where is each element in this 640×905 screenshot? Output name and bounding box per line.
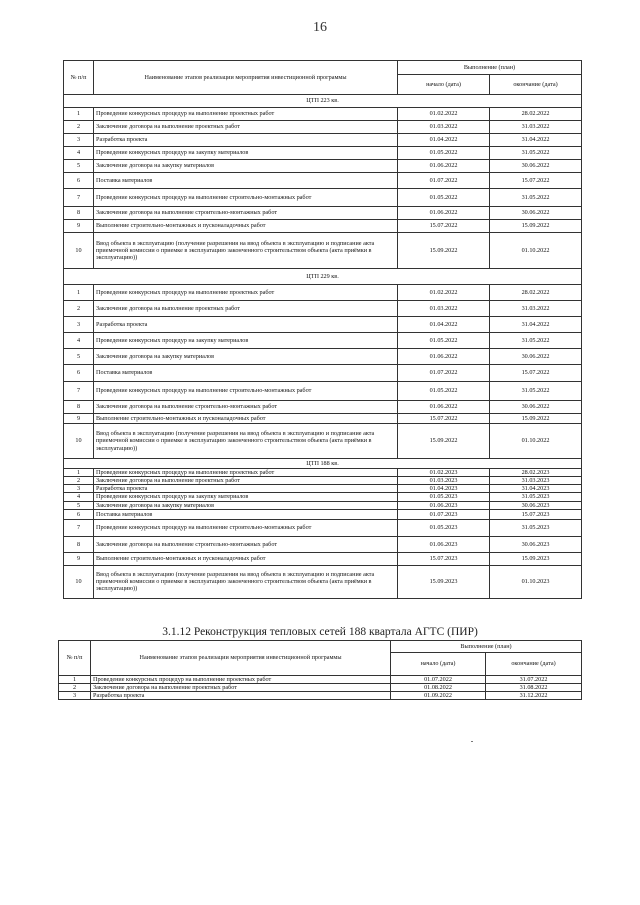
- row-number: 10: [64, 424, 94, 459]
- end-date: 15.07.2022: [490, 365, 582, 382]
- stage-name: Проведение конкурсных процедур на закупку материалов: [94, 147, 398, 160]
- stage-name: Выполнение строительно-монтажных и пусконаладочных работ: [94, 220, 398, 233]
- start-date: 15.09.2022: [398, 424, 490, 459]
- end-date: 30.06.2023: [490, 536, 582, 552]
- start-date: 01.02.2023: [398, 469, 490, 477]
- stage-name: Поставка материалов: [94, 173, 398, 189]
- row-number: 9: [64, 552, 94, 565]
- start-date: 01.04.2022: [398, 134, 490, 147]
- row-number: 10: [64, 233, 94, 269]
- row-number: 4: [64, 333, 94, 349]
- stage-name: Проведение конкурсных процедур на закупку материалов: [94, 493, 398, 501]
- stage-name: Разработка проекта: [91, 692, 391, 700]
- table-row: [64, 509, 582, 519]
- start-date: 15.07.2022: [398, 414, 490, 424]
- start-date: 01.04.2023: [398, 485, 490, 493]
- start-date: 01.07.2022: [398, 365, 490, 382]
- table-row: [64, 147, 582, 160]
- header-end: окончание (дата): [486, 653, 582, 676]
- start-date: 01.06.2022: [398, 349, 490, 365]
- row-number: 6: [64, 173, 94, 189]
- table-row: [64, 382, 582, 401]
- stage-name: Заключение договора на выполнение строительно-монтажных работ: [94, 401, 398, 414]
- table-row: [64, 160, 582, 173]
- start-date: 01.08.2022: [391, 684, 486, 692]
- start-date: 01.07.2023: [398, 509, 490, 519]
- table-row: [64, 173, 582, 189]
- stage-name: Заключение договора на закупку материалов: [94, 501, 398, 509]
- row-number: 8: [64, 207, 94, 220]
- end-date: 30.06.2022: [490, 160, 582, 173]
- end-date: 30.06.2022: [490, 207, 582, 220]
- row-number: 2: [59, 684, 91, 692]
- table-row: [64, 333, 582, 349]
- group-row: [64, 269, 582, 285]
- header-num: № п/п: [64, 61, 94, 95]
- end-date: 31.08.2022: [486, 684, 582, 692]
- header-stage: Наименование этапов реализации мероприятия инвестиционной программы: [91, 641, 391, 676]
- start-date: 15.09.2023: [398, 565, 490, 598]
- end-date: 15.09.2022: [490, 220, 582, 233]
- row-number: 5: [64, 501, 94, 509]
- start-date: 01.05.2022: [398, 382, 490, 401]
- stage-name: Ввод объекта в эксплуатацию (получение разрешения на ввод объекта в эксплуатацию и подписание акта приемочной комиссии о приемке в эксплуатацию законченного строительством объекта (акта приёмки в эксплуатацию)): [94, 565, 398, 598]
- start-date: 01.05.2022: [398, 333, 490, 349]
- start-date: 01.03.2022: [398, 301, 490, 317]
- end-date: 31.05.2022: [490, 333, 582, 349]
- start-date: 01.05.2022: [398, 147, 490, 160]
- header-end: окончание (дата): [490, 75, 582, 95]
- group-row: [64, 459, 582, 469]
- start-date: 01.09.2022: [391, 692, 486, 700]
- table-row: [64, 121, 582, 134]
- row-number: 6: [64, 365, 94, 382]
- start-date: 01.06.2022: [398, 207, 490, 220]
- group-title: ЦТП 188 кв.: [64, 459, 582, 469]
- table-row: [64, 519, 582, 536]
- table-row: [64, 189, 582, 207]
- header-start: начало (дата): [398, 75, 490, 95]
- stage-name: Проведение конкурсных процедур на выполнение проектных работ: [94, 285, 398, 301]
- start-date: 01.06.2022: [398, 401, 490, 414]
- row-number: 1: [64, 469, 94, 477]
- header-row: [59, 641, 582, 653]
- header-execution: Выполнение (план): [391, 641, 582, 653]
- stage-name: Проведение конкурсных процедур на выполнение строительно-монтажных работ: [94, 189, 398, 207]
- start-date: 01.02.2022: [398, 285, 490, 301]
- row-number: 9: [64, 220, 94, 233]
- table-row: [64, 414, 582, 424]
- stage-name: Заключение договора на выполнение проектных работ: [94, 301, 398, 317]
- table-row: [59, 684, 582, 692]
- end-date: 15.07.2023: [490, 509, 582, 519]
- table-row: [64, 349, 582, 365]
- row-number: 7: [64, 519, 94, 536]
- row-number: 4: [64, 147, 94, 160]
- group-row: [64, 95, 582, 108]
- end-date: 31.05.2022: [490, 189, 582, 207]
- start-date: 01.03.2023: [398, 477, 490, 485]
- end-date: 30.06.2022: [490, 349, 582, 365]
- table-row: [64, 108, 582, 121]
- header-stage: Наименование этапов реализации мероприятия инвестиционной программы: [94, 61, 398, 95]
- row-number: 7: [64, 189, 94, 207]
- stage-name: Поставка материалов: [94, 509, 398, 519]
- end-date: 31.04.2022: [490, 317, 582, 333]
- start-date: 15.09.2022: [398, 233, 490, 269]
- stage-name: Заключение договора на выполнение проектных работ: [91, 684, 391, 692]
- start-date: 01.07.2022: [398, 173, 490, 189]
- table-row: [64, 501, 582, 509]
- stage-name: Разработка проекта: [94, 317, 398, 333]
- section-heading: 3.1.12 Реконструкция тепловых сетей 188 квартала АГТС (ПИР): [162, 626, 478, 638]
- start-date: 01.04.2022: [398, 317, 490, 333]
- start-date: 01.06.2023: [398, 536, 490, 552]
- stage-name: Ввод объекта в эксплуатацию (получение разрешения на ввод объекта в эксплуатацию и подписание акта приемочной комиссии о приемке в эксплуатацию законченного строительством объекта (акта приёмки в эксплуатацию)): [94, 424, 398, 459]
- start-date: 01.05.2023: [398, 519, 490, 536]
- end-date: 01.10.2022: [490, 424, 582, 459]
- start-date: 15.07.2023: [398, 552, 490, 565]
- row-number: 5: [64, 160, 94, 173]
- page-number: 16: [313, 20, 327, 35]
- row-number: 6: [64, 509, 94, 519]
- row-number: 8: [64, 536, 94, 552]
- stage-name: Поставка материалов: [94, 365, 398, 382]
- stage-name: Проведение конкурсных процедур на выполнение проектных работ: [94, 108, 398, 121]
- end-date: 30.06.2022: [490, 401, 582, 414]
- start-date: 01.06.2022: [398, 160, 490, 173]
- start-date: 01.05.2023: [398, 493, 490, 501]
- stage-name: Ввод объекта в эксплуатацию (получение разрешения на ввод объекта в эксплуатацию и подписание акта приемочной комиссии о приемке в эксплуатацию законченного строительством объекта (акта приёмки в эксплуатацию)): [94, 233, 398, 269]
- row-number: 3: [64, 317, 94, 333]
- table-row: [64, 424, 582, 459]
- row-number: 2: [64, 301, 94, 317]
- row-number: 2: [64, 477, 94, 485]
- end-date: 31.05.2023: [490, 493, 582, 501]
- start-date: 01.02.2022: [398, 108, 490, 121]
- row-number: 3: [64, 134, 94, 147]
- end-date: 31.04.2023: [490, 485, 582, 493]
- group-title: ЦТП 229 кв.: [64, 269, 582, 285]
- stage-name: Проведение конкурсных процедур на выполнение строительно-монтажных работ: [94, 382, 398, 401]
- end-date: 28.02.2022: [490, 108, 582, 121]
- row-number: 1: [64, 108, 94, 121]
- table-row: [64, 220, 582, 233]
- end-date: 01.10.2023: [490, 565, 582, 598]
- stage-name: Проведение конкурсных процедур на выполнение проектных работ: [91, 676, 391, 684]
- end-date: 31.03.2023: [490, 477, 582, 485]
- end-date: 15.09.2022: [490, 414, 582, 424]
- header-row: [64, 61, 582, 75]
- end-date: 28.02.2022: [490, 285, 582, 301]
- table-row: [64, 207, 582, 220]
- stage-name: Проведение конкурсных процедур на закупку материалов: [94, 333, 398, 349]
- end-date: 31.12.2022: [486, 692, 582, 700]
- stage-name: Заключение договора на закупку материалов: [94, 349, 398, 365]
- table-row: [64, 469, 582, 477]
- table-row: [64, 365, 582, 382]
- row-number: 5: [64, 349, 94, 365]
- table-row: [59, 692, 582, 700]
- table-row: [59, 676, 582, 684]
- end-date: 28.02.2023: [490, 469, 582, 477]
- row-number: 10: [64, 565, 94, 598]
- table-row: [64, 301, 582, 317]
- end-date: 31.05.2022: [490, 382, 582, 401]
- table-row: [64, 485, 582, 493]
- end-date: 31.07.2022: [486, 676, 582, 684]
- end-date: 30.06.2023: [490, 501, 582, 509]
- table-row: [64, 477, 582, 485]
- start-date: 01.03.2022: [398, 121, 490, 134]
- stray-mark: [471, 741, 473, 742]
- stage-name: Выполнение строительно-монтажных и пусконаладочных работ: [94, 552, 398, 565]
- table-row: [64, 285, 582, 301]
- end-date: 31.03.2022: [490, 121, 582, 134]
- pir-schedule-table: [58, 640, 582, 700]
- stage-name: Заключение договора на выполнение проектных работ: [94, 121, 398, 134]
- end-date: 15.07.2022: [490, 173, 582, 189]
- row-number: 8: [64, 401, 94, 414]
- header-num: № п/п: [59, 641, 91, 676]
- row-number: 1: [64, 285, 94, 301]
- start-date: 01.05.2022: [398, 189, 490, 207]
- stage-name: Заключение договора на выполнение проектных работ: [94, 477, 398, 485]
- row-number: 3: [64, 485, 94, 493]
- row-number: 4: [64, 493, 94, 501]
- header-start: начало (дата): [391, 653, 486, 676]
- header-execution: Выполнение (план): [398, 61, 582, 75]
- table-row: [64, 233, 582, 269]
- stage-name: Заключение договора на выполнение строительно-монтажных работ: [94, 536, 398, 552]
- end-date: 15.09.2023: [490, 552, 582, 565]
- stage-name: Разработка проекта: [94, 485, 398, 493]
- table-row: [64, 493, 582, 501]
- start-date: 01.07.2022: [391, 676, 486, 684]
- end-date: 31.05.2022: [490, 147, 582, 160]
- end-date: 01.10.2022: [490, 233, 582, 269]
- table-row: [64, 317, 582, 333]
- row-number: 1: [59, 676, 91, 684]
- end-date: 31.04.2022: [490, 134, 582, 147]
- table-row: [64, 401, 582, 414]
- table-row: [64, 552, 582, 565]
- group-title: ЦТП 223 кв.: [64, 95, 582, 108]
- stage-name: Проведение конкурсных процедур на выполнение строительно-монтажных работ: [94, 519, 398, 536]
- start-date: 01.06.2023: [398, 501, 490, 509]
- row-number: 2: [64, 121, 94, 134]
- stage-name: Проведение конкурсных процедур на выполнение проектных работ: [94, 469, 398, 477]
- table-row: [64, 134, 582, 147]
- row-number: 7: [64, 382, 94, 401]
- row-number: 3: [59, 692, 91, 700]
- table-row: [64, 565, 582, 598]
- stage-name: Выполнение строительно-монтажных и пусконаладочных работ: [94, 414, 398, 424]
- stage-name: Заключение договора на закупку материалов: [94, 160, 398, 173]
- stage-name: Заключение договора на выполнение строительно-монтажных работ: [94, 207, 398, 220]
- start-date: 15.07.2022: [398, 220, 490, 233]
- main-schedule-table: [63, 60, 582, 599]
- stage-name: Разработка проекта: [94, 134, 398, 147]
- table-row: [64, 536, 582, 552]
- row-number: 9: [64, 414, 94, 424]
- end-date: 31.03.2022: [490, 301, 582, 317]
- end-date: 31.05.2023: [490, 519, 582, 536]
